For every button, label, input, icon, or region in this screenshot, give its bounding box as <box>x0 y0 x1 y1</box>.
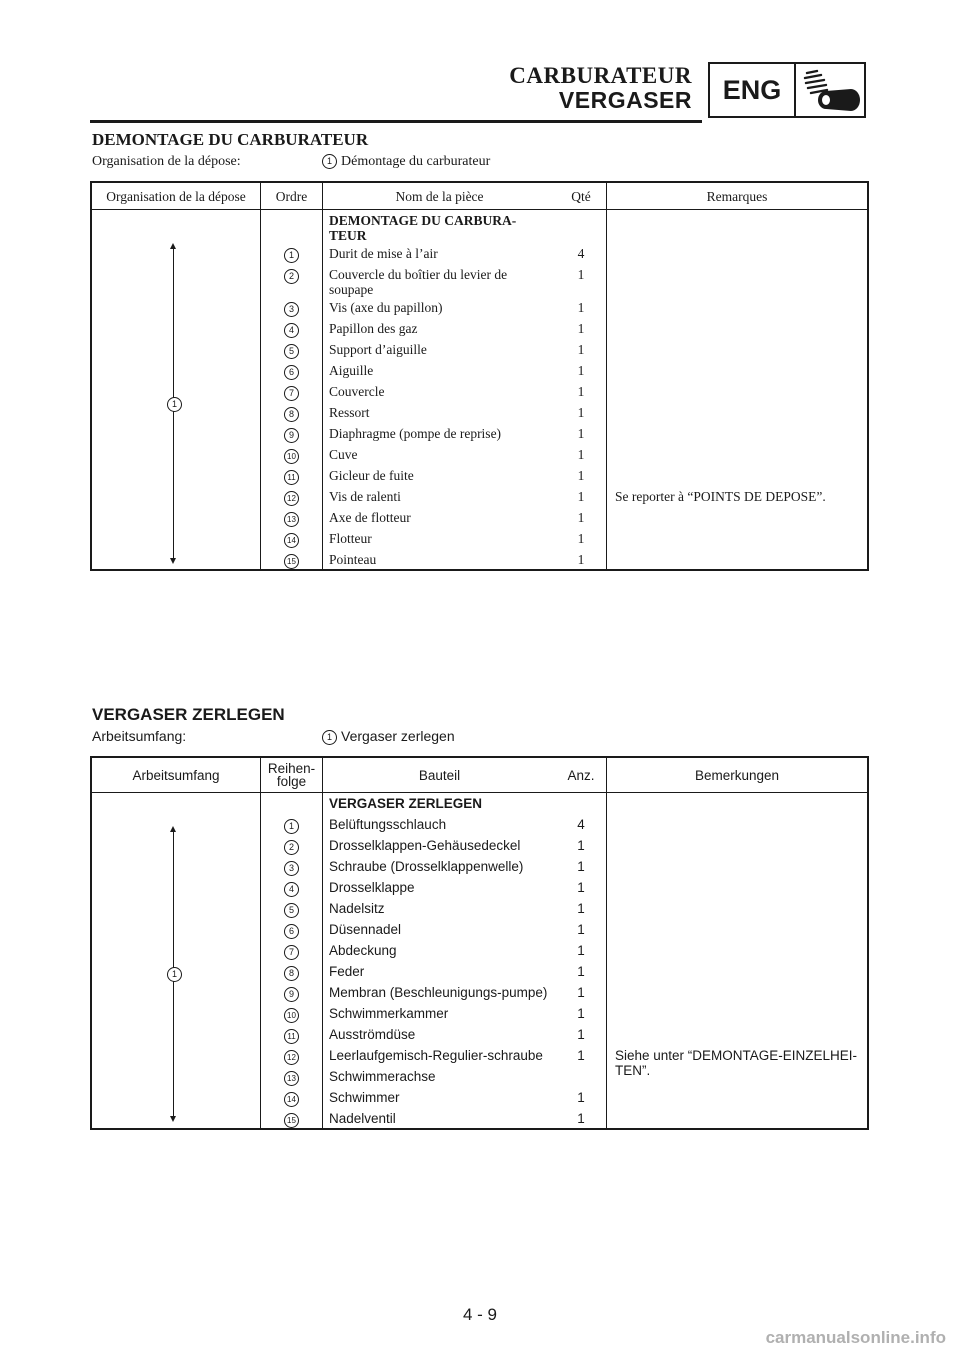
fr-header-qty: Qté <box>556 182 607 210</box>
part-qty: 1 <box>556 835 607 856</box>
footer-watermark: carmanualsonline.info <box>765 1328 946 1347</box>
part-name: Membran (Beschleunigungs-pumpe) <box>329 984 548 1000</box>
part-qty: 1 <box>556 961 607 982</box>
part-qty: 1 <box>556 402 607 423</box>
de-parts-table <box>90 756 869 1130</box>
de-subtitle <box>92 728 455 744</box>
order-number: 8 <box>284 966 299 981</box>
part-name: Schwimmerachse <box>329 1068 436 1084</box>
part-name: Vis (axe du papillon) <box>329 300 443 315</box>
de-header-rem: Bemerkungen <box>607 757 869 793</box>
fr-group-label: 1 <box>167 397 182 412</box>
order-number: 15 <box>284 1113 299 1128</box>
header-rule <box>90 120 702 123</box>
order-number: 7 <box>284 945 299 960</box>
order-number: 6 <box>284 924 299 939</box>
fr-header-rem: Remarques <box>607 182 869 210</box>
part-name: Gicleur de fuite <box>329 468 414 483</box>
order-number: 13 <box>284 1071 299 1086</box>
fr-section-title: DEMONTAGE DU CARBURATEUR <box>92 130 369 149</box>
part-name: Feder <box>329 963 365 979</box>
header-title-fr: CARBURATEUR <box>509 63 692 88</box>
part-qty: 1 <box>556 507 607 528</box>
fr-table-body <box>91 210 868 571</box>
de-section-title: VERGASER ZERLEGEN <box>92 705 285 724</box>
part-qty: 1 <box>556 465 607 486</box>
order-number: 9 <box>284 428 299 443</box>
part-qty: 1 <box>556 549 607 570</box>
order-number: 11 <box>284 470 299 485</box>
de-sub-value-wrap <box>322 728 455 745</box>
fr-header-org: Organisation de la dépose <box>91 182 261 210</box>
part-qty: 1 <box>556 1087 607 1108</box>
part-qty: 1 <box>556 877 607 898</box>
order-number: 5 <box>284 903 299 918</box>
part-qty: 4 <box>556 814 607 835</box>
part-qty: 1 <box>556 528 607 549</box>
order-number: 5 <box>284 344 299 359</box>
part-name: Support d’aiguille <box>329 342 427 357</box>
de-header-org: Arbeitsumfang <box>91 757 261 793</box>
part-qty: 1 <box>556 381 607 402</box>
fr-parts-table <box>90 181 869 571</box>
de-heading-row: VERGASER ZERLEGEN <box>329 796 483 811</box>
page-number: 4 - 9 <box>462 1305 498 1324</box>
part-name: Couvercle <box>329 384 385 399</box>
fr-subtitle <box>92 154 491 170</box>
order-number: 15 <box>284 554 299 569</box>
order-number: 7 <box>284 386 299 401</box>
de-sub-value: Vergaser zerlegen <box>341 728 455 744</box>
part-qty: 1 <box>556 1108 607 1129</box>
de-sub-label: Arbeitsumfang: <box>92 728 187 744</box>
order-number: 1 <box>284 248 299 263</box>
order-number: 3 <box>284 861 299 876</box>
part-qty: 1 <box>556 264 607 297</box>
part-qty: 1 <box>556 318 607 339</box>
part-qty: 1 <box>556 1024 607 1045</box>
part-name: Pointeau <box>329 552 377 567</box>
part-name: Ausströmdüse <box>329 1026 416 1042</box>
part-qty: 4 <box>556 243 607 264</box>
part-qty: 1 <box>556 898 607 919</box>
part-qty: 1 <box>556 444 607 465</box>
fr-header-name: Nom de la pièce <box>323 182 557 210</box>
part-qty <box>556 1066 607 1087</box>
order-number: 4 <box>284 323 299 338</box>
part-name: Vis de ralenti <box>329 489 401 504</box>
part-qty: 1 <box>556 1045 607 1066</box>
engine-bolt-icon <box>796 64 864 116</box>
header-title-de: VERGASER <box>558 87 692 113</box>
de-sub-num: 1 <box>322 730 337 745</box>
order-number: 6 <box>284 365 299 380</box>
order-number: 13 <box>284 512 299 527</box>
part-qty: 1 <box>556 297 607 318</box>
fr-header-ord: Ordre <box>261 182 323 210</box>
part-name: Schraube (Drosselklappenwelle) <box>329 858 524 874</box>
part-name: Schwimmerkammer <box>329 1005 449 1021</box>
section-badge <box>708 62 866 118</box>
part-name: Durit de mise à l’air <box>329 246 438 261</box>
eng-badge-label: ENG <box>710 64 796 116</box>
fr-sub-value: Démontage du carburateur <box>341 154 491 169</box>
part-qty: 1 <box>556 919 607 940</box>
part-name: Schwimmer <box>329 1089 400 1105</box>
part-name: Cuve <box>329 447 358 462</box>
fr-sub-value-wrap <box>322 154 490 170</box>
order-number: 10 <box>284 1008 299 1023</box>
de-remark: Siehe unter “DEMONTAGE-EINZELHEI-TEN”. <box>615 1048 858 1078</box>
part-qty: 1 <box>556 486 607 507</box>
order-number: 3 <box>284 302 299 317</box>
part-name: Belüftungsschlauch <box>329 816 447 832</box>
order-number: 12 <box>284 491 299 506</box>
part-name: Papillon des gaz <box>329 321 418 336</box>
order-number: 2 <box>284 269 299 284</box>
order-number: 10 <box>284 449 299 464</box>
part-name: Flotteur <box>329 531 372 546</box>
part-name: Aiguille <box>329 363 374 378</box>
order-number: 2 <box>284 840 299 855</box>
part-name: Ressort <box>329 405 370 420</box>
fr-remark: Se reporter à “POINTS DE DEPOSE”. <box>615 489 826 504</box>
de-group-cell <box>91 793 261 1129</box>
part-qty: 1 <box>556 940 607 961</box>
part-name: Axe de flotteur <box>329 510 411 525</box>
order-number: 14 <box>284 533 299 548</box>
de-header-ord: Reihen-folge <box>261 757 323 793</box>
part-qty: 1 <box>556 982 607 1003</box>
fr-sub-label: Organisation de la dépose: <box>92 154 241 169</box>
order-number: 8 <box>284 407 299 422</box>
part-name: Diaphragme (pompe de reprise) <box>329 426 502 441</box>
part-qty: 1 <box>556 1003 607 1024</box>
de-table-body <box>91 793 868 1129</box>
part-name: Düsennadel <box>329 921 402 937</box>
part-qty: 1 <box>556 856 607 877</box>
part-qty: 1 <box>556 423 607 444</box>
fr-sub-num: 1 <box>322 154 337 169</box>
part-name: Nadelsitz <box>329 900 385 916</box>
order-number: 4 <box>284 882 299 897</box>
order-number: 1 <box>284 819 299 834</box>
fr-heading-row: DEMONTAGE DU CARBURA-TEUR <box>329 213 517 243</box>
de-header-name: Bauteil <box>323 757 557 793</box>
de-group-label: 1 <box>167 967 182 982</box>
part-name: Drosselklappen-Gehäusedeckel <box>329 837 521 853</box>
de-header-qty: Anz. <box>556 757 607 793</box>
part-name: Leerlaufgemisch-Regulier-schraube <box>329 1047 543 1063</box>
order-number: 9 <box>284 987 299 1002</box>
order-number: 12 <box>284 1050 299 1065</box>
part-name: Abdeckung <box>329 942 397 958</box>
order-number: 14 <box>284 1092 299 1107</box>
part-qty: 1 <box>556 360 607 381</box>
order-number: 11 <box>284 1029 299 1044</box>
part-name: Nadelventil <box>329 1110 396 1126</box>
part-qty: 1 <box>556 339 607 360</box>
part-name: Couvercle du boîtier du levier de soupape <box>329 267 508 297</box>
fr-group-cell <box>91 210 261 571</box>
part-name: Drosselklappe <box>329 879 415 895</box>
